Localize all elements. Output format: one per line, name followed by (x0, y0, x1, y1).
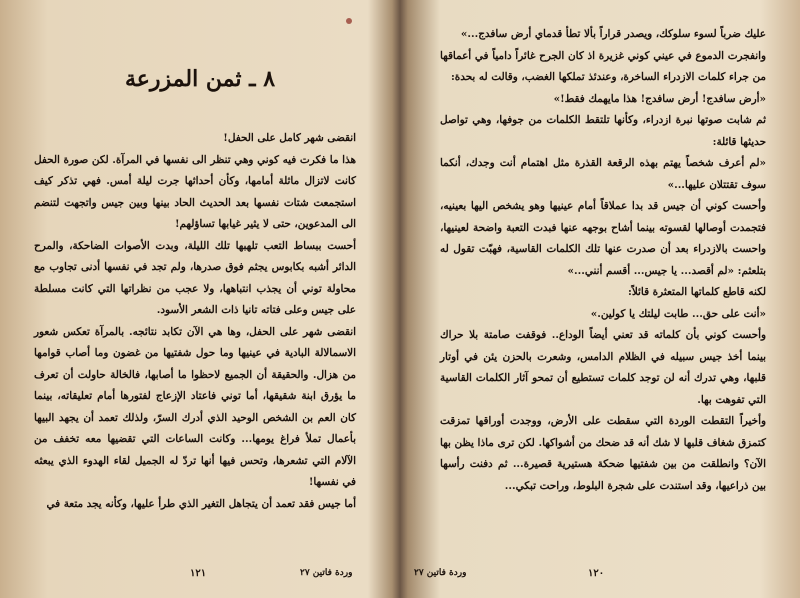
right-page (402, 0, 800, 598)
page-number: ١٢٠ (588, 568, 605, 579)
paragraph: «أنت على حق... طابت ليلتك يا كولين.» (590, 307, 766, 320)
paragraph: لكنه قاطع كلماتها المتعثرة قائلاً: (627, 286, 766, 298)
paragraph: وانفجرت الدموع في عيني كوني غزيرة اذ كان الجرح غائراً دامياً في أعماقها من جراء كلمات الازدراء الساخرة، وعندئذ تملكها الغضب، وقالت له بحدة: (440, 49, 766, 83)
paragraph: وأحست كوني أن جيس قد بدا عملاقاً أمام عينيها وهو يشخص اليها بعينيه، فتجمدت أوصالها لقسوته بينما أشاح بوجهه عنها فبدت التعبة واضحة لعينيها، واحست بالازدراء بعد أن صدرت عنها تلك الكلمات القاسية، فهبّت تقول له بتلعثم: «لم أقصد... يا جيس... أقسم أنني...» (440, 200, 766, 277)
paragraph: هذا ما فكرت فيه كوني وهي تنظر الى نفسها في المرآة. لكن صورة الحفل كانت لاتزال ماثلة أمامها، وكأن أحداثها جرت ليلة أمس. فهي تذكر كيف استجمعت شتات نفسها بعد الحديث الحاد بينها وبين جيس واتجهت لتنضم الى المدعوين، حتى لا يثير غيابها تساؤلهم! (34, 153, 356, 230)
left-page (0, 0, 398, 598)
running-footer: وردة فاتين ٢٧ (300, 568, 353, 578)
chapter-title: ٨ ـ ثمن المزرعة (124, 66, 276, 92)
paragraph: «لم أعرف شخصاً يهتم بهذه الرقعة القذرة مثل اهتمام أنت وجدك، أنكما سوف تقتتلان عليها...» (440, 157, 766, 191)
running-footer: وردة فاتين ٢٧ (414, 568, 467, 578)
paragraph: وأخيراً التقطت الوردة التي سقطت على الأرض، ووجدت أوراقها تمزقت كتمزق شغاف قلبها لا شك أنه قد ضحك من أشواكها. لكن ترى ماذا يظن بها الآن؟ وانطلقت من بين شفتيها ضحكة هستيرية قصيرة... ثم دفنت رأسها بين ذراعيها، وقد استندت على شجرة البلوط، وراحت تبكي... (440, 415, 766, 492)
paragraph: انقضى شهر على الحفل، وها هي الآن تكابد نتائجه. بالمرآة تعكس شعور الاسمالالة البادية في عينيها وما حول شفتيها من غضون وما أصاب قوامها من هزال. والحقيقة أن الجميع لاحظوا ما أصابها، فالخالة حاولت أن تعرف ما يؤرق ابنة شقيقها، أما توني فاعتاد الإزعاج لفتورها أمام تعليقاته، بينما كان العم بن الشخص الوحيد الذي أدرك السرّ، ولذلك تعمد أن يجهد البيها بأعمال تملأ فراغ يومها... وكانت الساعات التي تقضيها معه تخفف من الآلام التي تشعرها، وتحس فيها أنها تردّ له الجميل لقاء الهدوء الذي يبعثه في نفسها! (34, 325, 356, 488)
paragraph: «أرض سافدج! أرض سافدج! هذا مايهمك فقط!» (553, 92, 766, 105)
paragraph: ثم شابت صوتها نبرة ازدراء، وكأنها تلتقط الكلمات من جوفها، وهي تواصل حديثها قائلة: (440, 114, 766, 148)
paragraph: أما جيس فقد تعمد أن يتجاهل التغير الذي طرأ عليها، وكأنه يجد متعة في (46, 497, 356, 510)
paragraph: انقضى شهر كامل على الحفل! (223, 132, 356, 144)
left-page-text (34, 128, 356, 515)
paragraph: وأحست كوني بأن كلماته قد تعني أيضاً الوداع.. فوقفت صامتة بلا حراك بينما أخذ جيس سبيله في الظلام الدامس، وشعرت بالحزن يئن في أوتار قلبها، وهي تدرك أنه لن توجد كلمات تستطيع أن تمحو آثار الكلمات القاسية التي تفوهت بها. (440, 329, 766, 406)
page-number: ١٢١ (190, 568, 207, 579)
right-page-text (440, 24, 766, 497)
paragraph: عليك ضرباً لسوء سلوكك، ويصدر قراراً بألا تطأ قدماي أرض سافدج...» (460, 28, 766, 40)
paragraph: أحست ببساط التعب تلهبها تلك الليلة، وبدت الأصوات الضاحكة، والمرح الدائر أشبه بكابوس يجثم فوق صدرها، ولم تجد في نفسها أدنى تجاوب مع محاولة توني أن يجذب انتباهها، ولا عجب من نظراتها التي كانت مسلطة على جيس وعلى فتاته تانيا ذات الشعر الأسود. (34, 239, 356, 316)
